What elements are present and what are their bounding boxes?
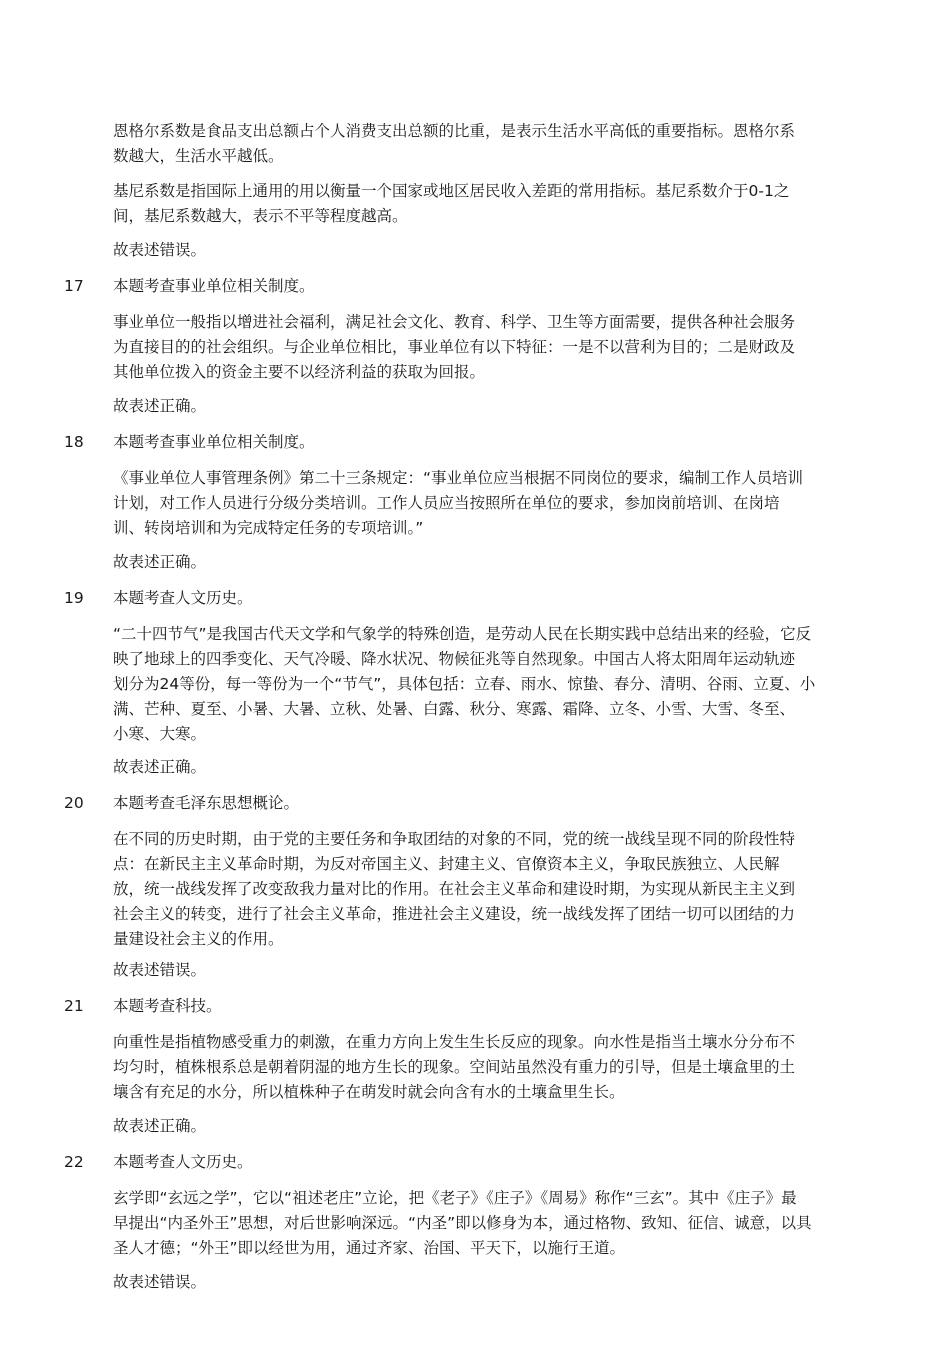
conclusion-text: 故表述正确。 xyxy=(113,553,207,571)
question-title: 本题考查人文历史。 xyxy=(113,1153,253,1171)
question-explanation: 玄学即“玄远之学”，它以“祖述老庄”立论，把《老子》《庄子》《周易》称作“三玄”。其中《庄子》最 早提出“内圣外王”思想，对后世影响深远。“内圣”即以修身为本，通过格物、致知、征信、诚意，以具 圣人才德；“外王”即以经世为用，通过齐家、治国、平天下，以施行王道。 xyxy=(113,1189,812,1257)
question-title: 本题考查科技。 xyxy=(113,997,222,1015)
question-title: 本题考查毛泽东思想概论。 xyxy=(113,794,300,812)
question-number: 22 xyxy=(64,1153,84,1171)
question-explanation: 事业单位一般指以增进社会福利，满足社会文化、教育、科学、卫生等方面需要，提供各种社会服务 为直接目的的社会组织。与企业单位相比，事业单位有以下特征：一是不以营利为目的；二是财政及 其他单位拨入的资金主要不以经济利益的获取为回报。 xyxy=(113,313,796,381)
paragraph-engel-coefficient: 恩格尔系数是食品支出总额占个人消费支出总额的比重，是表示生活水平高低的重要指标。恩格尔系 数越大，生活水平越低。 xyxy=(113,122,796,165)
question-title: 本题考查事业单位相关制度。 xyxy=(113,277,315,295)
question-number: 21 xyxy=(64,997,84,1015)
question-explanation: 《事业单位人事管理条例》第二十三条规定：“事业单位应当根据不同岗位的要求，编制工作人员培训 计划，对工作人员进行分级分类培训。工作人员应当按照所在单位的要求，参加岗前培训、在岗培 训、转岗培训和为完成特定任务的专项培训。” xyxy=(113,469,804,537)
conclusion-text: 故表述正确。 xyxy=(113,758,207,776)
question-number: 18 xyxy=(64,433,84,451)
question-explanation: “二十四节气”是我国古代天文学和气象学的特殊创造，是劳动人民在长期实践中总结出来的经验，它反 映了地球上的四季变化、天气冷暖、降水状况、物候征兆等自然现象。中国古人将太阳周年运动轨迹 划分为24等份，每一等份为一个“节气”，具体包括：立春、雨水、惊蛰、春分、清明、谷雨、立夏、小 满、芒种、夏至、小暑、大暑、立秋、处暑、白露、秋分、寒露、霜降、立冬、小雪、大雪、冬至、 小寒、大寒。 xyxy=(113,625,816,743)
conclusion-text: 故表述错误。 xyxy=(113,961,207,979)
question-explanation: 向重性是指植物感受重力的刺激，在重力方向上发生生长反应的现象。向水性是指当土壤水分分布不 均匀时，植株根系总是朝着阴湿的地方生长的现象。空间站虽然没有重力的引导，但是土壤盒里的土 壤含有充足的水分，所以植株种子在萌发时就会向含有水的土壤盒里生长。 xyxy=(113,1033,796,1101)
conclusion-text: 故表述错误。 xyxy=(113,1273,207,1291)
question-title: 本题考查人文历史。 xyxy=(113,589,253,607)
question-number: 17 xyxy=(64,277,84,295)
conclusion-text: 故表述正确。 xyxy=(113,1117,207,1135)
conclusion-text: 故表述错误。 xyxy=(113,241,207,259)
paragraph-gini-coefficient: 基尼系数是指国际上通用的用以衡量一个国家或地区居民收入差距的常用指标。基尼系数介于0-1之 间，基尼系数越大，表示不平等程度越高。 xyxy=(113,182,790,225)
question-number: 20 xyxy=(64,794,84,812)
question-number: 19 xyxy=(64,589,84,607)
question-title: 本题考查事业单位相关制度。 xyxy=(113,433,315,451)
conclusion-text: 故表述正确。 xyxy=(113,397,207,415)
question-explanation: 在不同的历史时期，由于党的主要任务和争取团结的对象的不同，党的统一战线呈现不同的阶段性特 点：在新民主主义革命时期，为反对帝国主义、封建主义、官僚资本主义，争取民族独立、人民解 放，统一战线发挥了改变敌我力量对比的作用。在社会主义革命和建设时期，为实现从新民主主义到 社会主义的转变，进行了社会主义革命，推进社会主义建设，统一战线发挥了团结一切可以团结的力 量建设社会主义的作用。 xyxy=(113,830,796,948)
